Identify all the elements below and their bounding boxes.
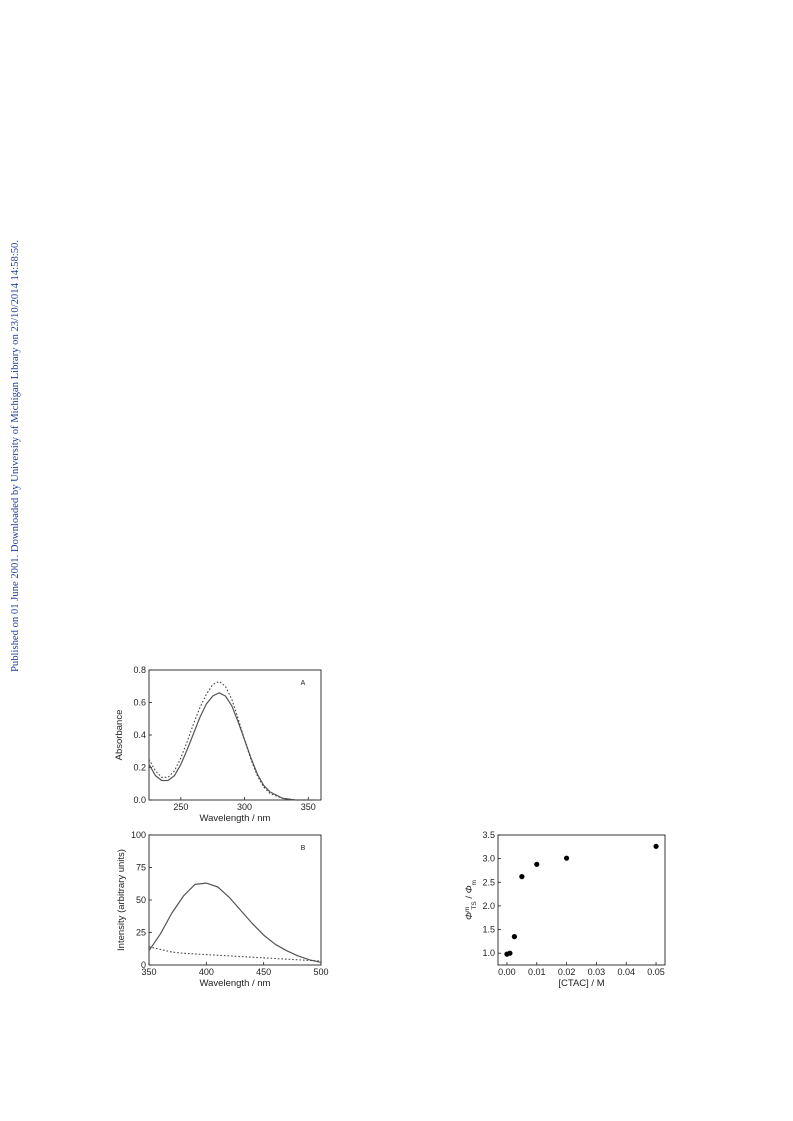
y-tick-label: 2.5 <box>482 877 495 888</box>
y-tick-label: 0 <box>140 960 146 970</box>
y-tick-label: 2.0 <box>482 900 495 911</box>
emission-chart <box>112 829 332 993</box>
data-point <box>512 934 517 939</box>
x-tick-label: 400 <box>198 967 214 977</box>
x-tick-label: 0.00 <box>498 967 516 977</box>
y-axis-title-part: Φ <box>464 885 475 894</box>
y-tick-label: 3.0 <box>482 853 495 864</box>
x-axis-title: [CTAC] / M <box>558 978 605 989</box>
x-tick-label: 0.04 <box>617 967 635 977</box>
x-tick-label: 0.01 <box>528 967 546 977</box>
x-tick-label: 450 <box>256 967 272 977</box>
y-axis-title: Absorbance <box>114 709 125 761</box>
panel-letter: B <box>300 845 306 852</box>
data-point <box>653 844 658 849</box>
y-axis-title-part: m <box>470 880 478 886</box>
y-axis-title-part: TS <box>470 901 478 910</box>
data-point <box>534 862 539 867</box>
data-point <box>564 856 569 861</box>
x-axis-title: Wavelength / nm <box>199 978 271 989</box>
y-axis-title <box>464 880 478 920</box>
x-tick-label: 350 <box>141 967 157 977</box>
data-point <box>519 874 524 879</box>
y-tick-label: 0.8 <box>133 665 146 675</box>
x-tick-label: 0.03 <box>587 967 606 977</box>
plot-frame <box>149 835 321 965</box>
y-tick-label: 3.5 <box>482 830 495 840</box>
x-axis-title: Wavelength / nm <box>199 813 271 824</box>
watermark-text: Published on 01 June 2001. Downloaded by University of Michigan Library on 23/10/2014 14:58:50. <box>10 258 21 672</box>
y-tick-label: 100 <box>130 830 146 840</box>
publication-watermark <box>4 236 24 676</box>
data-point <box>507 951 512 956</box>
x-tick-label: 500 <box>313 967 329 977</box>
y-axis-title-part: / <box>464 893 475 902</box>
x-tick-label: 0.02 <box>557 967 576 977</box>
y-axis-title: Intensity (arbitrary units) <box>116 849 127 951</box>
y-tick-label: 1.5 <box>482 924 495 935</box>
dotted-series-line <box>149 681 315 800</box>
x-tick-label: 300 <box>237 802 253 812</box>
x-tick-label: 350 <box>300 802 316 812</box>
absorbance-chart <box>112 664 332 828</box>
solid-series-line <box>149 883 321 962</box>
y-tick-label: 0.2 <box>133 762 146 773</box>
plot-frame <box>498 835 665 965</box>
x-tick-label: 250 <box>173 802 189 812</box>
x-tick-label: 0.05 <box>647 967 665 977</box>
ctac-scatter-chart <box>458 829 673 993</box>
y-tick-label: 0.4 <box>133 730 146 740</box>
solid-series-line <box>149 693 315 800</box>
y-tick-label: 0.6 <box>133 697 146 708</box>
panel-letter: A <box>300 680 306 687</box>
y-tick-label: 0.0 <box>133 795 146 805</box>
y-axis-title-part: m <box>463 906 471 913</box>
y-axis-title-part: Φ <box>464 912 475 920</box>
plot-frame <box>149 670 321 800</box>
figure-ctac <box>458 829 673 993</box>
y-tick-label: 1.0 <box>482 948 495 959</box>
y-tick-label: 50 <box>135 895 146 905</box>
figure-panel-b <box>112 829 332 993</box>
figure-panel-a <box>112 664 332 828</box>
y-tick-label: 25 <box>135 927 146 938</box>
y-tick-label: 75 <box>135 862 146 873</box>
